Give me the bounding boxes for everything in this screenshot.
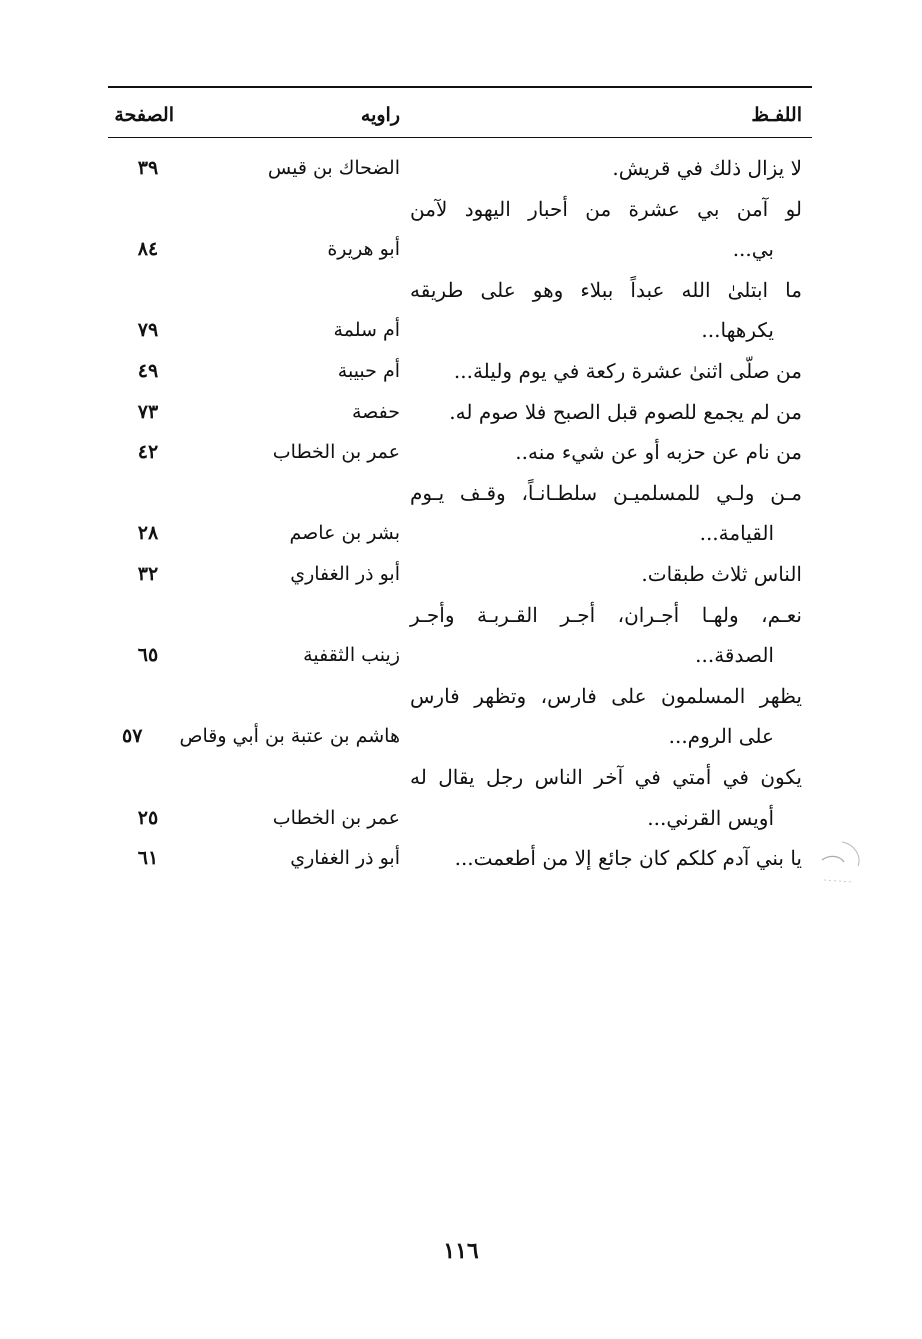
- hadith-text: نعـم، ولهـا أجـران، أجـر القـربـة وأجـر: [410, 602, 802, 627]
- hadith-text: يظهر المسلمون على فارس، وتظهر فارس: [410, 683, 802, 708]
- table-row-first-line: [108, 676, 812, 717]
- hadith-text-continuation: الصدقة...: [695, 643, 774, 668]
- page-ref: ٣٢: [137, 562, 159, 585]
- narrator: بشر بن عاصم: [289, 522, 400, 545]
- table-row: [108, 635, 812, 676]
- narrator: الضحاك بن قيس: [267, 157, 400, 179]
- table-row: [108, 148, 812, 189]
- hadith-text-continuation: القيامة...: [699, 521, 774, 546]
- page-ref: ٤٩: [137, 359, 159, 382]
- table-row-first-line: [108, 473, 812, 514]
- narrator: عمر بن الخطاب: [272, 806, 400, 829]
- hadith-text: لو آمن بي عشرة من أحبار اليهود لآمن: [410, 196, 802, 221]
- hadith-text: مـن ولـي للمسلميـن سلطـانـاً، وقـف يـوم: [410, 480, 802, 505]
- hadith-text: من لم يجمع للصوم قبل الصبح فلا صوم له.: [449, 399, 802, 424]
- narrator: أم حبيبة: [337, 359, 400, 382]
- table-row-first-line: [108, 595, 812, 636]
- page-ref: ٧٩: [137, 319, 159, 342]
- hadith-text: من نام عن حزبه أو عن شيء منه..: [515, 440, 802, 465]
- table-row: [108, 310, 812, 351]
- narrator: أبو هريرة: [327, 238, 400, 261]
- header-page: الصفحة: [114, 104, 174, 126]
- page-ref: ٧٣: [137, 400, 159, 423]
- narrator: أبو ذر الغفاري: [290, 562, 400, 585]
- hadith-text-continuation: بي...: [732, 237, 774, 262]
- page-ref: ٣٩: [137, 157, 159, 179]
- hadith-text: الناس ثلاث طبقات.: [641, 561, 802, 586]
- page-ref: ٦٥: [137, 644, 159, 667]
- hadith-text-continuation: أويس القرني...: [647, 805, 774, 830]
- table-row: [108, 229, 812, 270]
- table-row: [108, 351, 812, 392]
- table-row-first-line: [108, 189, 812, 230]
- page-ref: ٤٢: [137, 441, 159, 464]
- narrator: عمر بن الخطاب: [272, 441, 400, 464]
- narrator: أبو ذر الغفاري: [290, 847, 400, 870]
- table-row: [108, 554, 812, 595]
- table-row: [108, 432, 812, 473]
- hadith-text: لا يزال ذلك في قريش.: [612, 156, 802, 180]
- hadith-text: يكون في أمتي في آخر الناس رجل يقال له: [410, 764, 802, 789]
- page-ref: ٥٧: [122, 725, 143, 748]
- table-row: [108, 392, 812, 433]
- table-row: [108, 798, 812, 839]
- table-row: [108, 513, 812, 554]
- narrator: أم سلمة: [333, 319, 400, 342]
- header-rule: [108, 137, 812, 138]
- hadith-text-continuation: يكرهها...: [701, 318, 774, 343]
- page-ref: ٢٨: [137, 522, 159, 545]
- header-narrator: راويه: [360, 104, 400, 126]
- page-ref: ٢٥: [137, 806, 159, 829]
- hadith-text-continuation: على الروم...: [668, 724, 774, 749]
- hadith-text: ما ابتلىٰ الله عبداً ببلاء وهو على طريقه: [410, 277, 802, 302]
- header-word: اللفـظ: [751, 104, 802, 126]
- narrator: هاشم بن عتبة بن أبي وقاص: [179, 725, 400, 748]
- top-rule: [108, 86, 812, 88]
- table-row: [108, 838, 812, 879]
- hadith-text: يا بني آدم كلكم كان جائع إلا من أطعمت...: [454, 846, 802, 871]
- hadith-text: من صلّى اثنىٰ عشرة ركعة في يوم وليلة...: [453, 358, 802, 383]
- page-ref: ٨٤: [137, 238, 159, 261]
- narrator: زينب الثقفية: [303, 644, 400, 667]
- table-row-first-line: [108, 757, 812, 798]
- page-number: ١١٦: [443, 1238, 479, 1264]
- table-row-first-line: [108, 270, 812, 311]
- page-ref: ٦١: [137, 847, 159, 870]
- index-table: [108, 148, 812, 879]
- scan-smudge-mark: [814, 836, 868, 886]
- narrator: حفصة: [351, 400, 400, 423]
- table-row: [108, 716, 812, 757]
